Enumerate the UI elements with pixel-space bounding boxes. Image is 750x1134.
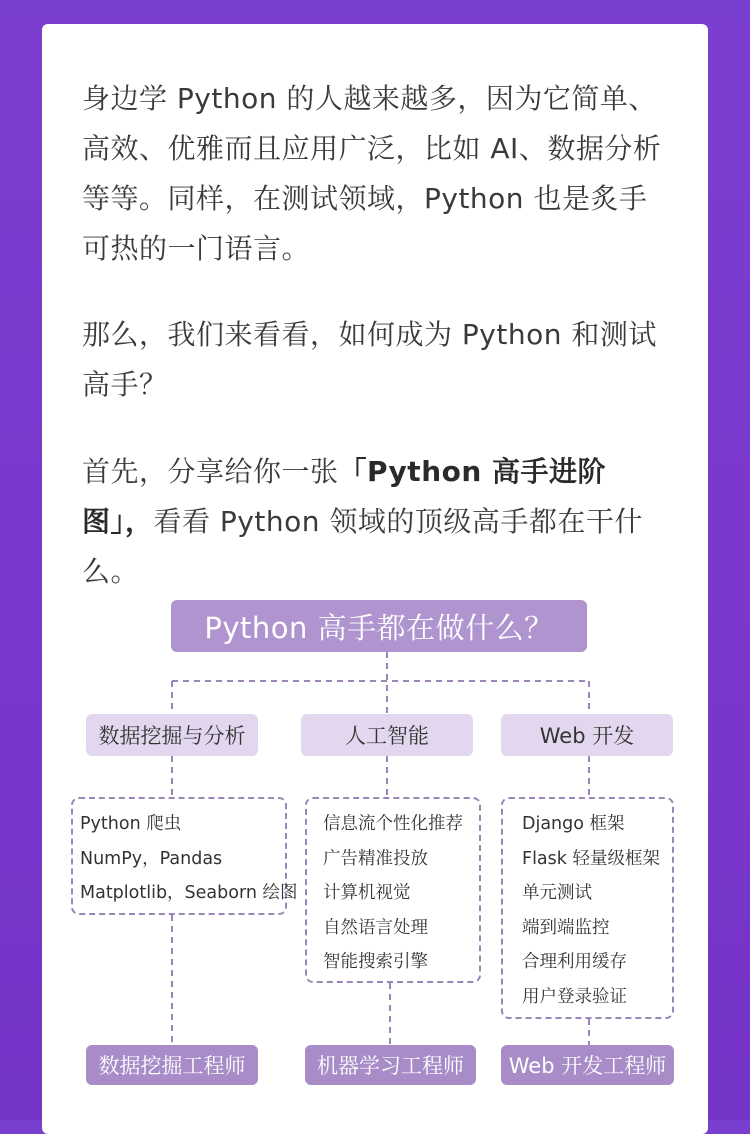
- list-item: 合理利用缓存: [522, 952, 627, 972]
- question-paragraph: 那么，我们来看看，如何成为 Python 和测试高手？: [82, 318, 657, 401]
- share-paragraph: [82, 447, 672, 597]
- roadmap-name: 「Python 高手进阶图」，: [82, 455, 607, 538]
- list-item: 端到端监控: [522, 917, 610, 938]
- list-item: 自然语言处理: [323, 917, 428, 938]
- list-item: 智能搜索引擎: [323, 952, 428, 972]
- category-data-mining: 数据挖掘与分析: [86, 714, 258, 756]
- role-ml-engineer: 机器学习工程师: [305, 1045, 476, 1085]
- list-item: 信息流个性化推荐: [323, 814, 463, 834]
- list-item: 计算机视觉: [323, 883, 411, 903]
- share-paragraph-lead: 首先，分享给你一张: [82, 455, 339, 488]
- share-paragraph-tail: 看看 Python 领域的顶级高手都在干什么。: [82, 505, 643, 588]
- diagram-title: Python 高手都在做什么？: [171, 600, 587, 652]
- role-web-engineer: Web 开发工程师: [501, 1045, 674, 1085]
- category-ai: 人工智能: [301, 714, 473, 756]
- role-data-mining-engineer: 数据挖掘工程师: [86, 1045, 258, 1085]
- category-web: Web 开发: [501, 714, 673, 756]
- list-item: Flask 轻量级框架: [522, 848, 660, 869]
- list-item: 用户登录验证: [522, 986, 627, 1007]
- list-item: Python 爬虫: [80, 814, 182, 834]
- list-item: 广告精准投放: [323, 848, 428, 869]
- list-item: Django 框架: [522, 814, 625, 834]
- intro-paragraph: 身边学 Python 的人越来越多，因为它简单、高效、优雅而且应用广泛，比如 AI、数据分析等等。同样，在测试领域，Python 也是炙手可热的一门语言。: [82, 82, 662, 265]
- list-item: NumPy，Pandas: [80, 848, 223, 869]
- list-item: Matplotlib，Seaborn 绘图: [80, 883, 298, 903]
- list-item: 单元测试: [522, 883, 592, 903]
